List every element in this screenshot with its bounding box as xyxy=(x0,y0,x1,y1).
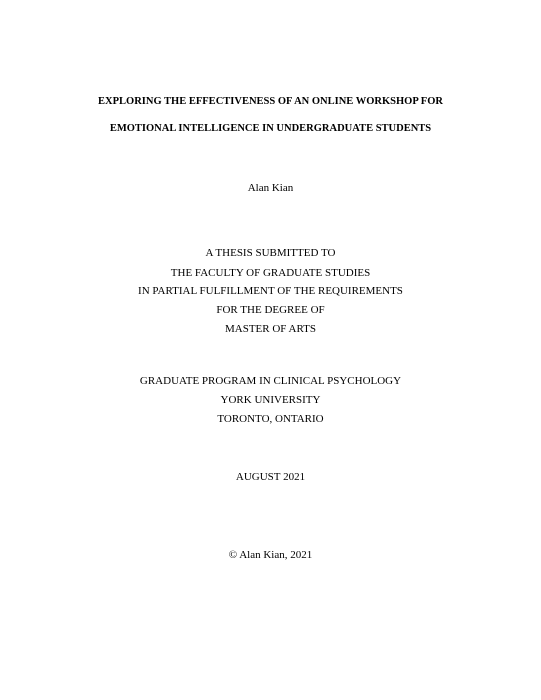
thesis-title-line-2: EMOTIONAL INTELLIGENCE IN UNDERGRADUATE STUDENTS xyxy=(109,123,432,134)
submission-line-5: MASTER OF ARTS xyxy=(224,323,317,335)
submission-line-4: FOR THE DEGREE OF xyxy=(216,304,325,316)
submission-line-1: A THESIS SUBMITTED TO xyxy=(205,247,336,259)
submission-line-2: THE FACULTY OF GRADUATE STUDIES xyxy=(170,267,371,279)
thesis-title-line-1: EXPLORING THE EFFECTIVENESS OF AN ONLINE WORKSHOP FOR xyxy=(98,96,443,107)
submission-date: AUGUST 2021 xyxy=(235,471,306,483)
copyright-notice: © Alan Kian, 2021 xyxy=(228,549,313,561)
institution-line-2: YORK UNIVERSITY xyxy=(220,394,321,406)
institution-line-3: TORONTO, ONTARIO xyxy=(217,413,324,425)
author-name: Alan Kian xyxy=(247,182,294,194)
institution-line-1: GRADUATE PROGRAM IN CLINICAL PSYCHOLOGY xyxy=(139,375,402,387)
submission-line-3: IN PARTIAL FULFILLMENT OF THE REQUIREMENTS xyxy=(138,285,403,297)
